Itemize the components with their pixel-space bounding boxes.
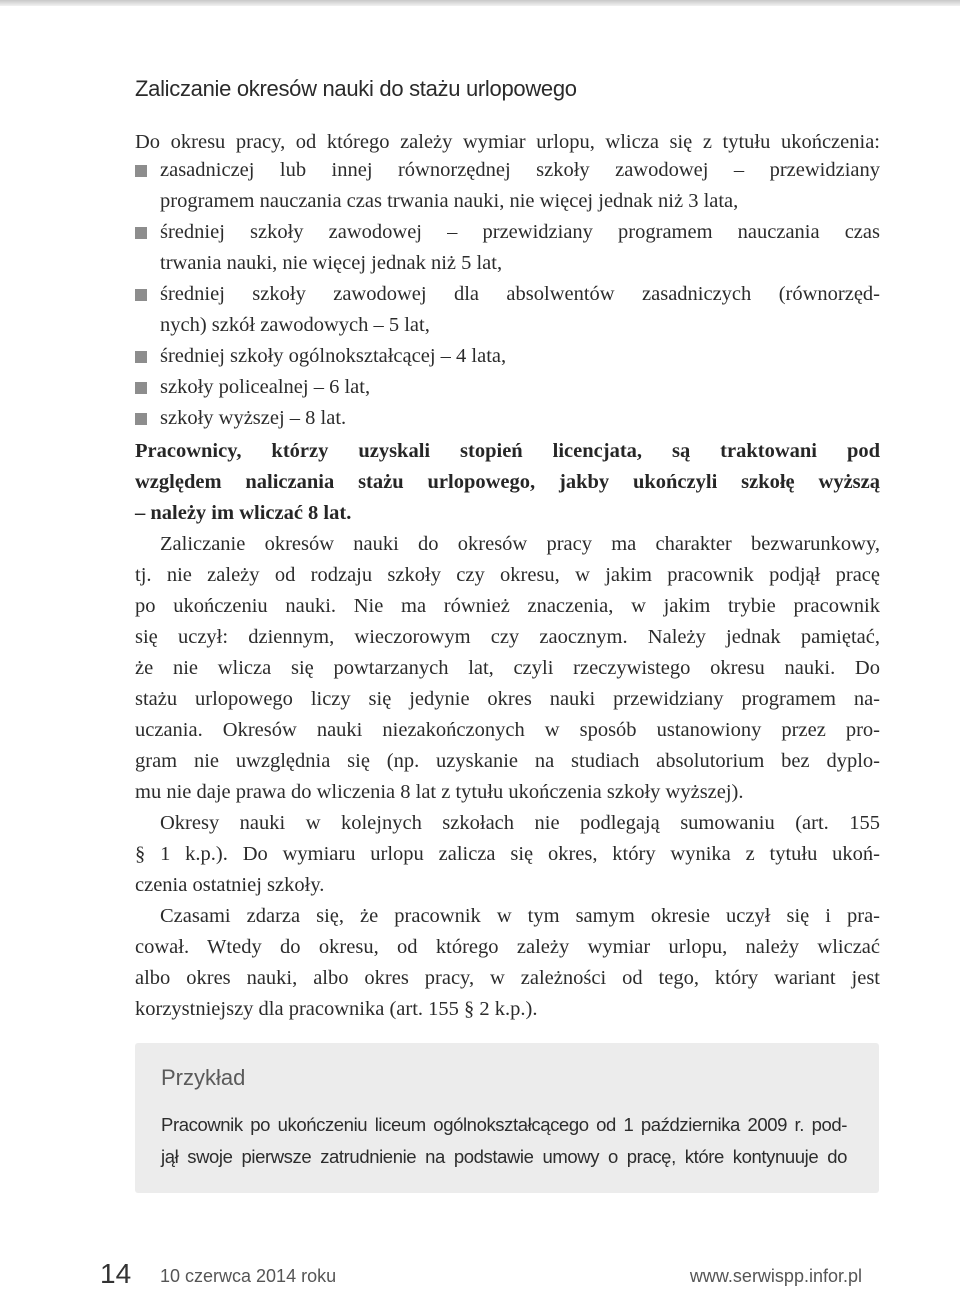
paragraph-line: cował. Wtedy do okresu, od którego zależy wymiar urlopu, należy wliczać <box>135 936 880 958</box>
list-item: szkoły wyższej – 8 lat. <box>160 407 347 429</box>
intro-text: Do okresu pracy, od którego zależy wymiar urlopu, wlicza się z tytułu ukończenia: <box>135 131 880 153</box>
footer-url[interactable]: www.serwispp.infor.pl <box>689 1266 862 1286</box>
bullet-marker <box>135 289 147 301</box>
paragraph-line: mu nie daje prawa do wliczenia 8 lat z tytułu ukończenia szkoły wyższej). <box>135 781 744 803</box>
list-item: średniej szkoły zawodowej dla absolwentów zasadniczych (równorzęd- <box>160 283 880 305</box>
paragraph-line: albo okres nauki, albo okres pracy, w zależności od tego, który wariant jest <box>135 967 880 989</box>
page-number: 14 <box>100 1258 132 1289</box>
bullet-marker <box>135 351 147 363</box>
list-item-continuation: nych) szkół zawodowych – 5 lat, <box>160 314 430 336</box>
list-item: średniej szkoły zawodowej – przewidziany programem nauczania czas <box>160 221 880 243</box>
paragraph-line: korzystniejszy dla pracownika (art. 155 § 2 k.p.). <box>135 998 538 1020</box>
example-text-line: Pracownik po ukończeniu liceum ogólnokształcącego od 1 października 2009 r. pod- <box>161 1114 847 1135</box>
section-heading: Zaliczanie okresów nauki do stażu urlopowego <box>135 76 577 101</box>
paragraph-line: Czasami zdarza się, że pracownik w tym samym okresie uczył się i pra- <box>160 905 880 927</box>
paragraph-line: się uczył: dziennym, wieczorowym czy zaocznym. Należy jednak pamiętać, <box>135 626 880 648</box>
paragraph-line: że nie wlicza się powtarzanych lat, czyli rzeczywistego okresu nauki. Do <box>135 657 880 679</box>
paragraph-line: Zaliczanie okresów nauki do okresów pracy ma charakter bezwarunkowy, <box>160 533 880 555</box>
example-box <box>135 1043 879 1193</box>
footer-date: 10 czerwca 2014 roku <box>160 1266 337 1286</box>
paragraph-line: uczania. Okresów nauki niezakończonych w sposób ustanowiony przez pro- <box>135 719 880 741</box>
paragraph-line: tj. nie zależy od rodzaju szkoły czy okresu, w jakim pracownik podjął pracę <box>135 564 880 586</box>
paragraph-line: § 1 k.p.). Do wymiaru urlopu zalicza się okres, który wynika z tytułu ukoń- <box>135 843 880 865</box>
top-rule <box>0 0 960 6</box>
list-item: szkoły policealnej – 6 lat, <box>160 376 371 398</box>
list-item-continuation: trwania nauki, nie więcej jednak niż 5 lat, <box>160 252 503 274</box>
example-title: Przykład <box>161 1065 246 1090</box>
paragraph-line: Okresy nauki w kolejnych szkołach nie podlegają sumowaniu (art. 155 <box>160 812 880 834</box>
paragraph-line: gram nie uwzględnia się (np. uzyskanie na studiach absolutorium bez dyplo- <box>135 750 880 772</box>
bullet-marker <box>135 227 147 239</box>
bold-note-line: – należy im wliczać 8 lat. <box>135 502 352 524</box>
bullet-marker <box>135 165 147 177</box>
paragraph-line: stażu urlopowego liczy się jedynie okres nauki przewidziany programem na- <box>135 688 880 710</box>
list-item: zasadniczej lub innej równorzędnej szkoły zawodowej – przewidziany <box>160 159 880 181</box>
list-item-continuation: programem nauczania czas trwania nauki, nie więcej jednak niż 3 lata, <box>160 190 739 212</box>
paragraph-line: czenia ostatniej szkoły. <box>135 874 325 896</box>
bullet-marker <box>135 413 147 425</box>
example-text-line: jął swoje pierwsze zatrudnienie na podstawie umowy o pracę, które kontynuuje do <box>161 1146 847 1167</box>
bold-note-line: względem naliczania stażu urlopowego, jakby ukończyli szkołę wyższą <box>135 471 880 493</box>
paragraph-line: po ukończeniu nauki. Nie ma również znaczenia, w jakim trybie pracownik <box>135 595 880 617</box>
bullet-marker <box>135 382 147 394</box>
bold-note-line: Pracownicy, którzy uzyskali stopień licencjata, są traktowani pod <box>135 440 880 462</box>
list-item: średniej szkoły ogólnokształcącej – 4 lata, <box>160 345 507 367</box>
